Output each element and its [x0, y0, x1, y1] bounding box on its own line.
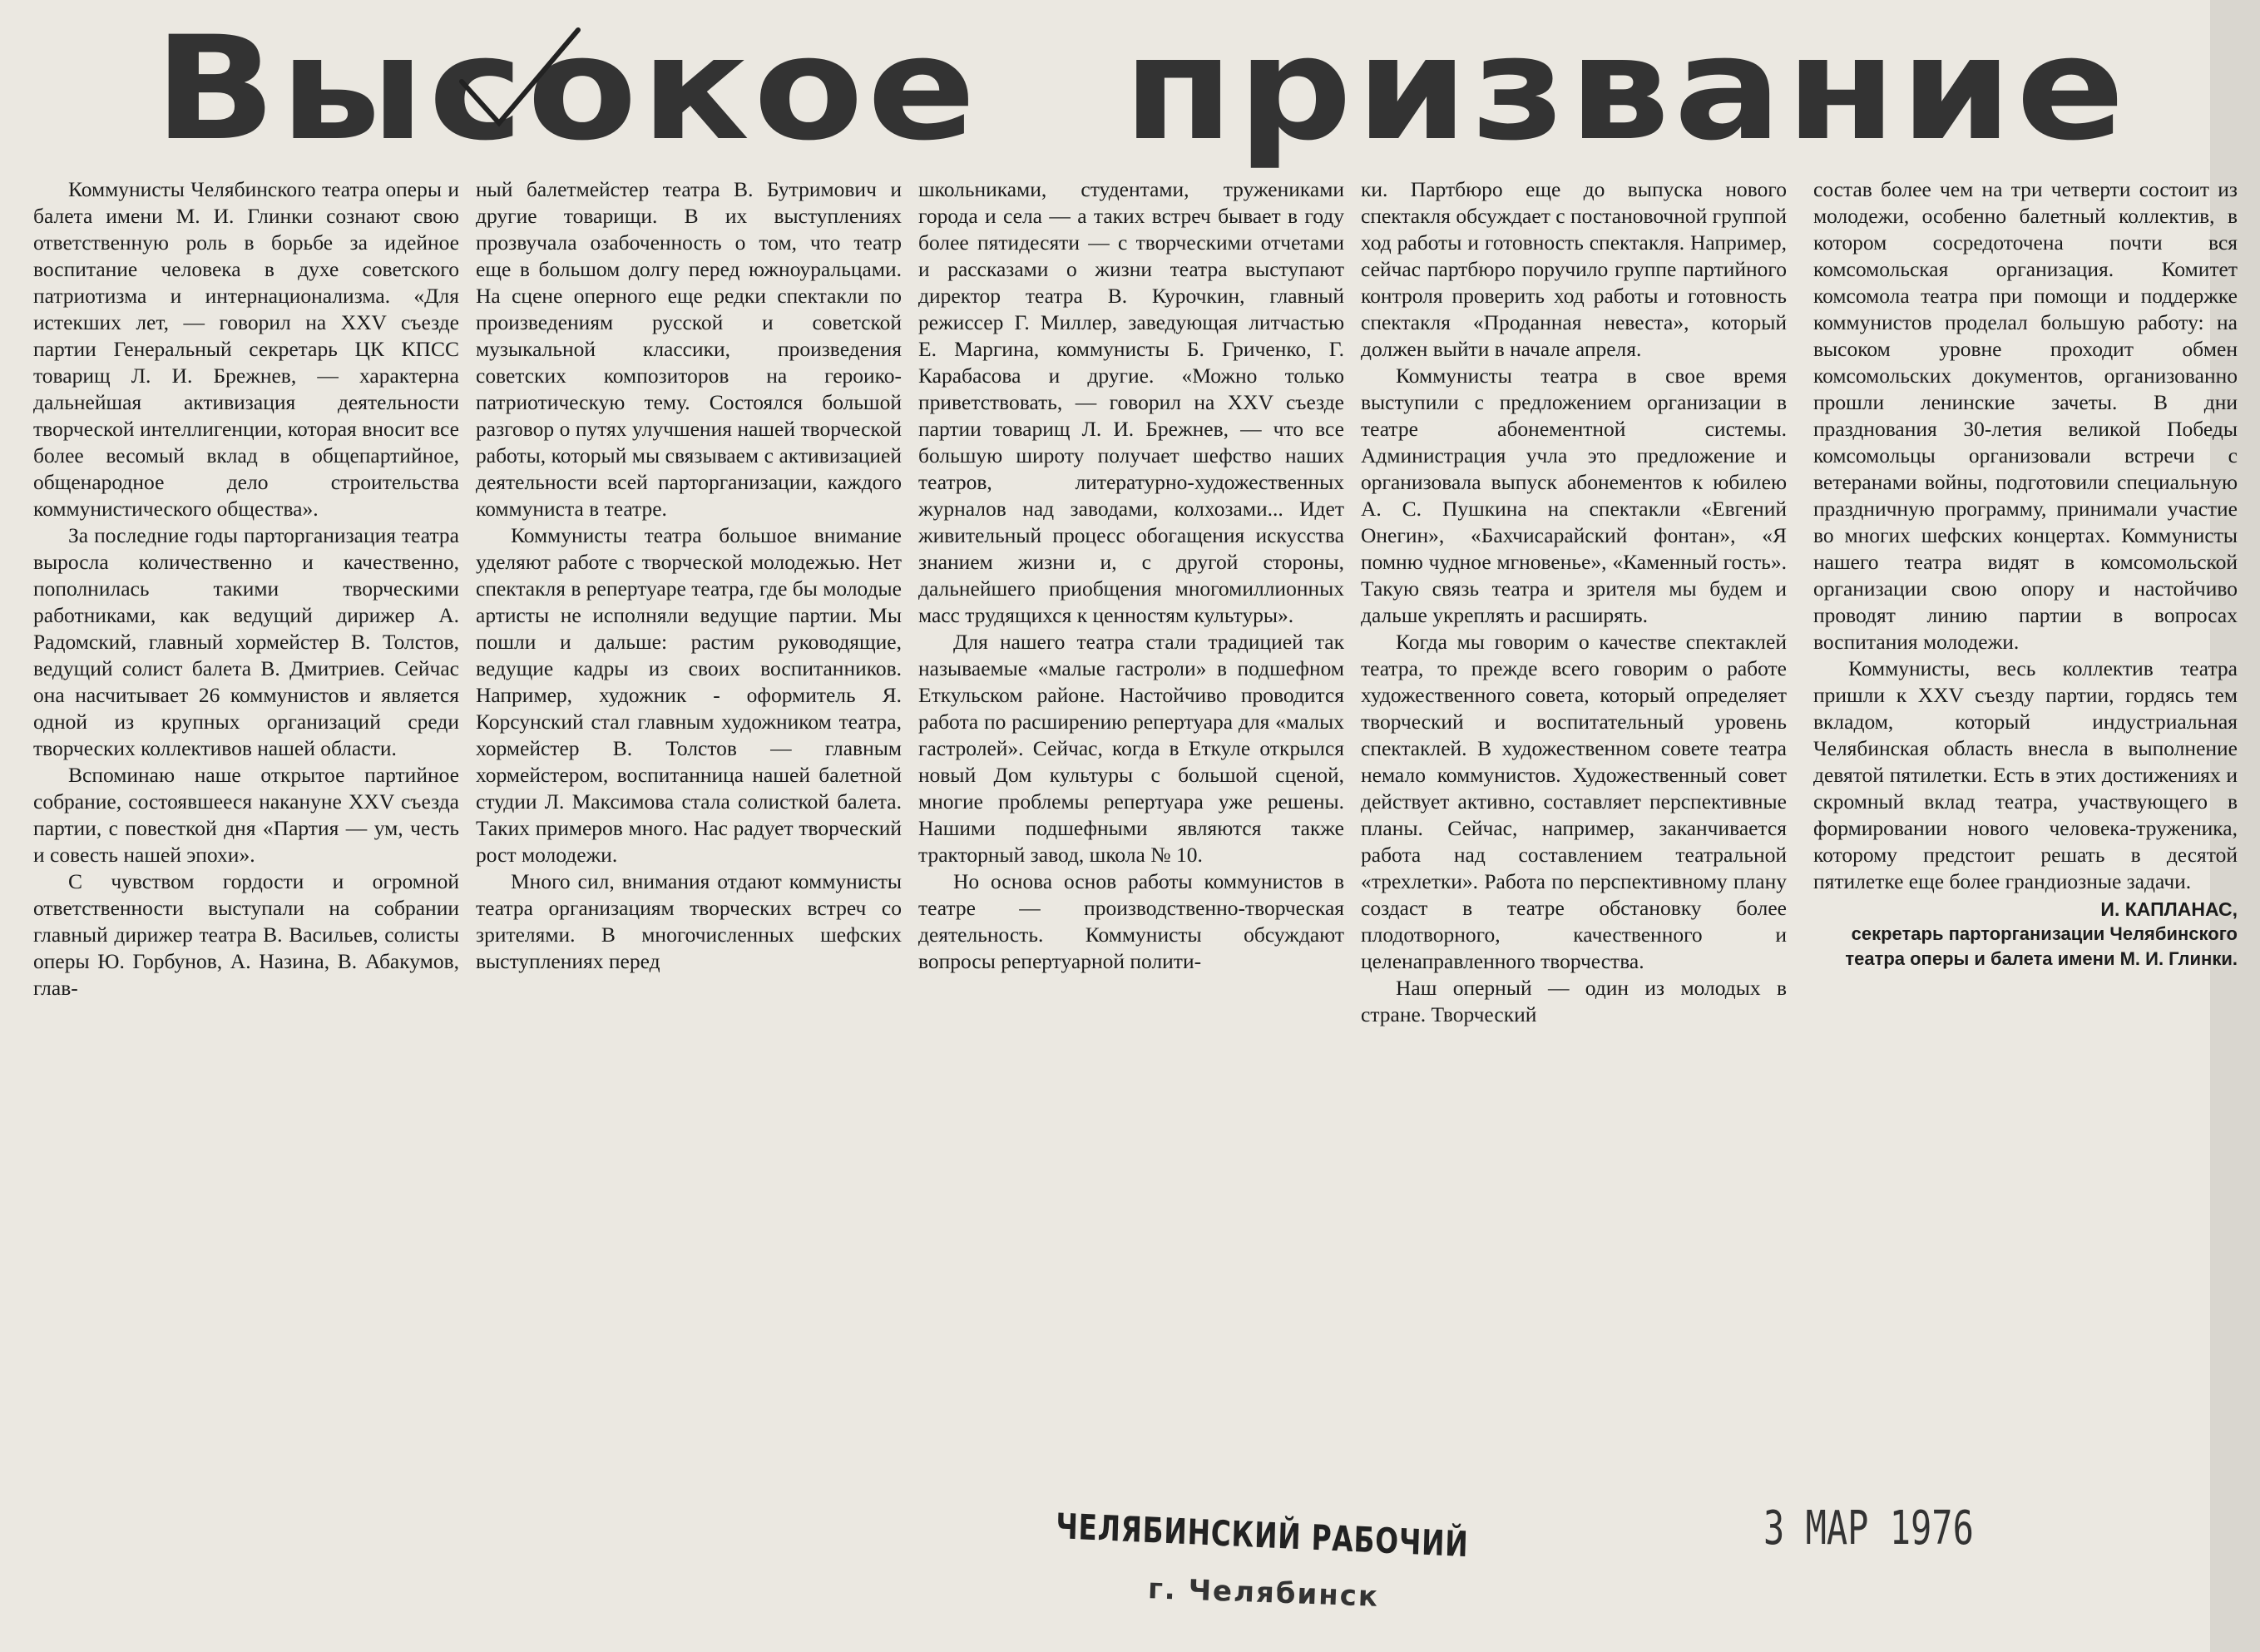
paragraph: За последние годы парторганизация театра выросла количественно и качественно, пополнилась такими творческими работниками, как ведущий дирижер А. Радомский, главный хормейстер В. Толстов, ведущий солист балета В. Дмитриев. Сейчас она насчитывает 26 коммунистов и является одной из крупных организаций среди творческих коллективов нашей области. [33, 523, 459, 760]
author-role: секретарь парторганизации Челябинского театра оперы и балета имени М. И. Глинки. [1845, 923, 2238, 969]
paragraph: Вспоминаю наше открытое партийное собрание, состоявшееся накануне XXV съезда партии, с повесткой дня «Партия — ум, честь и совесть нашей эпохи». [33, 763, 459, 867]
article-column-5 [1813, 176, 2238, 972]
paragraph: ки. Партбюро еще до выпуска нового спектакля обсуждает с постановочной группой ход работы и готовность спектакля. Например, сейчас партбюро поручило группе партийного контроля проверить ход работы и готовность спектакля «Проданная невеста», который должен выйти в начале апреля. [1361, 177, 1787, 361]
paragraph: состав более чем на три четверти состоит из молодежи, особенно балетный коллектив, в котором сосредоточена почти вся комсомольская организация. Комитет комсомола театра при помощи и поддержке коммунистов проделал большую работу: на высоком уровне проходит обмен комсомольских документов, организованно прошли ленинские зачеты. В дни празднования 30-летия великой Победы комсомольцы организовали встречи с ветеранами войны, подготовили специальную праздничную программу, принимали участие во многих шефских концертах. Коммунисты нашего театра видят в комсомольской организации свою опору и настойчиво проводят линию партии в вопросах воспитания молодежи. [1813, 177, 2238, 654]
article-column-1 [33, 176, 459, 1002]
author-signature: И. КАПЛАНАС, [2100, 898, 2238, 920]
article-column-3 [918, 176, 1344, 975]
newspaper-name-stamp: ЧЕЛЯБИНСКИЙ РАБОЧИЙ [1055, 1506, 1470, 1565]
paragraph: ный балетмейстер театра В. Бутримович и другие товарищи. В их выступлениях прозвучала озабоченность о том, что театр еще в большом долгу перед южноуральцами. На сцене оперного еще редки спектакли по произведениям русской и советской музыкальной классики, произведения советских композиторов на героико-патриотическую тему. Состоялся большой разговор о путях улучшения нашей творческой работы, который мы связываем с активизацией деятельности всей парторганизации, каждого коммуниста в театре. [476, 177, 902, 521]
city-stamp: г. Челябинск [1147, 1572, 1380, 1614]
paragraph: Для нашего театра стали традицией так называемые «малые гастроли» в подшефном Еткульском районе. Настойчиво проводится работа по расширению репертуара для «малых гастролей». Сейчас, когда в Еткуле открылся новый Дом культуры с большой сценой, многие проблемы репертуара уже решены. Нашими подшефными являются также тракторный завод, школа № 10. [918, 630, 1344, 867]
paragraph: школьниками, студентами, тружениками города и села — а таких встреч бывает в году более пятидесяти — с творческими отчетами и рассказами о жизни театра выступают директор театра В. Курочкин, главный режиссер Г. Миллер, заведующая литчастью Е. Маргина, коммунисты Б. Гриченко, Г. Карабасова и другие. «Можно только приветствовать, — говорил на XXV съезде партии товарищ Л. И. Брежнев, — что все большую широту получает шефство наших театров, литературно-художественных журналов над заводами, колхозами... Идет живительный процесс обогащения искусства знанием жизни и, с другой стороны, дальнейшего приобщения многомиллионных масс трудящихся к ценностям культуры». [918, 177, 1344, 627]
paragraph: Коммунисты, весь коллектив театра пришли к XXV съезду партии, гордясь тем вкладом, который индустриальная Челябинская область внесла в выполнение девятой пятилетки. Есть в этих достижениях и скромный вклад театра, участвующего в формировании нового человека-труженика, которому предстоит решать в десятой пятилетке еще более грандиозные задачи. [1813, 656, 2238, 893]
paragraph: Много сил, внимания отдают коммунисты театра организациям творческих встреч со зрителями. В многочисленных шефских выступлениях перед [476, 869, 902, 973]
article-column-2 [476, 176, 902, 975]
article-column-4 [1361, 176, 1787, 1028]
paragraph: С чувством гордости и огромной ответственности выступали на собрании главный дирижер театра В. Васильев, солисты оперы Ю. Горбунов, А. Назина, В. Абакумов, глав- [33, 869, 459, 1000]
paragraph: Наш оперный — один из молодых в стране. Творческий [1361, 976, 1787, 1026]
paragraph: Коммунисты Челябинского театра оперы и балета имени М. И. Глинки сознают свою ответственную роль в борьбе за идейное воспитание человека в духе советского патриотизма и интернационализма. «Для истекших лет, — говорил на XXV съезде партии Генеральный секретарь ЦК КПСС товарищ Л. И. Брежнев, — характерна дальнейшая активизация деятельности творческой интеллигенции, которая вносит все более весомый вклад в общепартийное, общенародное дело строительства коммунистического общества». [33, 177, 459, 521]
paragraph: Когда мы говорим о качестве спектаклей театра, то прежде всего говорим о работе художественного совета, который определяет творческий и воспитательный уровень спектаклей. В художественном совете театра немало коммунистов. Художественный совет действует активно, составляет перспективные планы. Сейчас, например, заканчивается работа над составлением театральной «трехлетки». Работа по перспективному плану создаст в театре обстановку более плодотворного, качественного и целенаправленного творчества. [1361, 630, 1787, 973]
check-mark-icon [453, 23, 586, 131]
date-stamp: 3 МАР 1976 [1763, 1501, 1974, 1556]
headline: Высокое призвание [154, 5, 2129, 172]
paragraph: Коммунисты театра в свое время выступили с предложением организации в театре абонементной системы. Администрация учла это предложение и организовала выпуск абонементов к юбилею А. С. Пушкина на спектакли «Евгений Онегин», «Бахчисарайский фонтан», «Я помню чудное мгновенье», «Каменный гость». Такую связь театра и зрителя мы будем и дальше укреплять и расширять. [1361, 364, 1787, 627]
paragraph: Но основа основ работы коммунистов в театре — производственно-творческая деятельность. Коммунисты обсуждают вопросы репертуарной полити- [918, 869, 1344, 973]
paragraph: Коммунисты театра большое внимание уделяют работе с творческой молодежью. Нет спектакля в репертуаре театра, где бы молодые артисты не исполняли ведущие партии. Мы пошли и дальше: растим руководящие, ведущие кадры из своих воспитанников. Например, художник - оформитель Я. Корсунский стал главным художником театра, хормейстер В. Толстов — главным хормейстером, воспитанница нашей балетной студии Л. Максимова стала солисткой балета. Таких примеров много. Нас радует творческий рост молодежи. [476, 523, 902, 867]
